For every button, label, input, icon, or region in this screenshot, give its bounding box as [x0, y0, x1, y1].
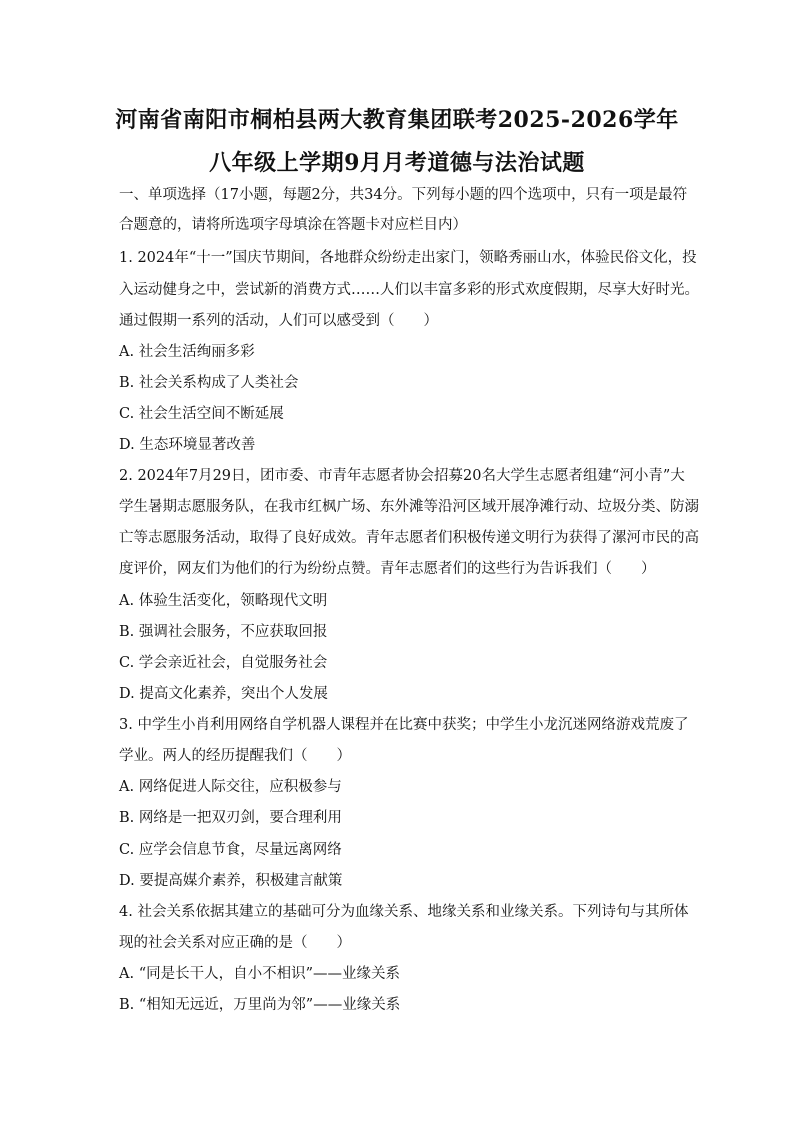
question-2-stem-line1: 2. 2024年7月29日，团市委、市青年志愿者协会招募20名大学生志愿者组建“河小青”大: [119, 468, 685, 484]
question-4-option-b: B. “相知无远近，万里尚为邻”——业缘关系: [119, 997, 401, 1013]
question-1-stem-line3: 通过假期一系列的活动，人们可以感受到（ ）: [119, 313, 438, 329]
question-3-stem-line2: 学业。两人的经历提醒我们（ ）: [119, 748, 351, 764]
question-2-option-c: C. 学会亲近社会，自觉服务社会: [119, 655, 328, 671]
question-3-option-c: C. 应学会信息节食，尽量远离网络: [119, 842, 342, 858]
question-1-stem-line2: 入运动健身之中，尝试新的消费方式……人们以丰富多彩的形式欢度假期，尽享大好时光。: [119, 282, 699, 298]
question-1-option-b: B. 社会关系构成了人类社会: [119, 375, 299, 391]
question-1-option-a: A. 社会生活绚丽多彩: [119, 344, 255, 360]
question-2-option-b: B. 强调社会服务，不应获取回报: [119, 624, 328, 640]
question-1-option-c: C. 社会生活空间不断延展: [119, 406, 284, 422]
question-3-option-b: B. 网络是一把双刃剑，要合理利用: [119, 810, 342, 826]
question-4-option-a: A. “同是长干人，自小不相识”——业缘关系: [119, 966, 401, 982]
question-1-stem-line1: 1. 2024年“十一”国庆节期间，各地群众纷纷走出家门，领略秀丽山水，体验民俗文化，投: [119, 250, 697, 266]
section-instructions-line1: 一、单项选择（17小题，每题2分，共34分。下列每小题的四个选项中，只有一项是最符: [119, 187, 688, 203]
question-4-stem-line2: 现的社会关系对应正确的是（ ）: [119, 935, 351, 951]
question-2-stem-line4: 度评价，网友们为他们的行为纷纷点赞。青年志愿者们的这些行为告诉我们（ ）: [119, 561, 656, 577]
question-3-stem-line1: 3. 中学生小肖利用网络自学机器人课程并在比赛中获奖；中学生小龙沉迷网络游戏荒废了: [119, 717, 689, 733]
doc-title-line2: 八年级上学期9月月考道德与法治试题: [209, 150, 585, 176]
question-4-stem-line1: 4. 社会关系依据其建立的基础可分为血缘关系、地缘关系和业缘关系。下列诗句与其所体: [119, 904, 689, 920]
question-3-option-d: D. 要提高媒介素养，积极建言献策: [119, 873, 343, 889]
doc-title-line1: 河南省南阳市桐柏县两大教育集团联考2025-2026学年: [115, 107, 679, 133]
question-2-stem-line2: 学生暑期志愿服务队，在我市红枫广场、东外滩等沿河区域开展净滩行动、垃圾分类、防溺: [119, 499, 699, 515]
question-2-stem-line3: 亡等志愿服务活动，取得了良好成效。青年志愿者们积极传递文明行为获得了漯河市民的高: [119, 530, 699, 546]
section-instructions-line2: 合题意的，请将所选项字母填涂在答题卡对应栏目内）: [119, 217, 467, 233]
question-2-option-d: D. 提高文化素养，突出个人发展: [119, 686, 328, 702]
question-1-option-d: D. 生态环境显著改善: [119, 437, 256, 453]
question-2-option-a: A. 体验生活变化，领略现代文明: [119, 593, 328, 609]
question-3-option-a: A. 网络促进人际交往，应积极参与: [119, 779, 342, 795]
